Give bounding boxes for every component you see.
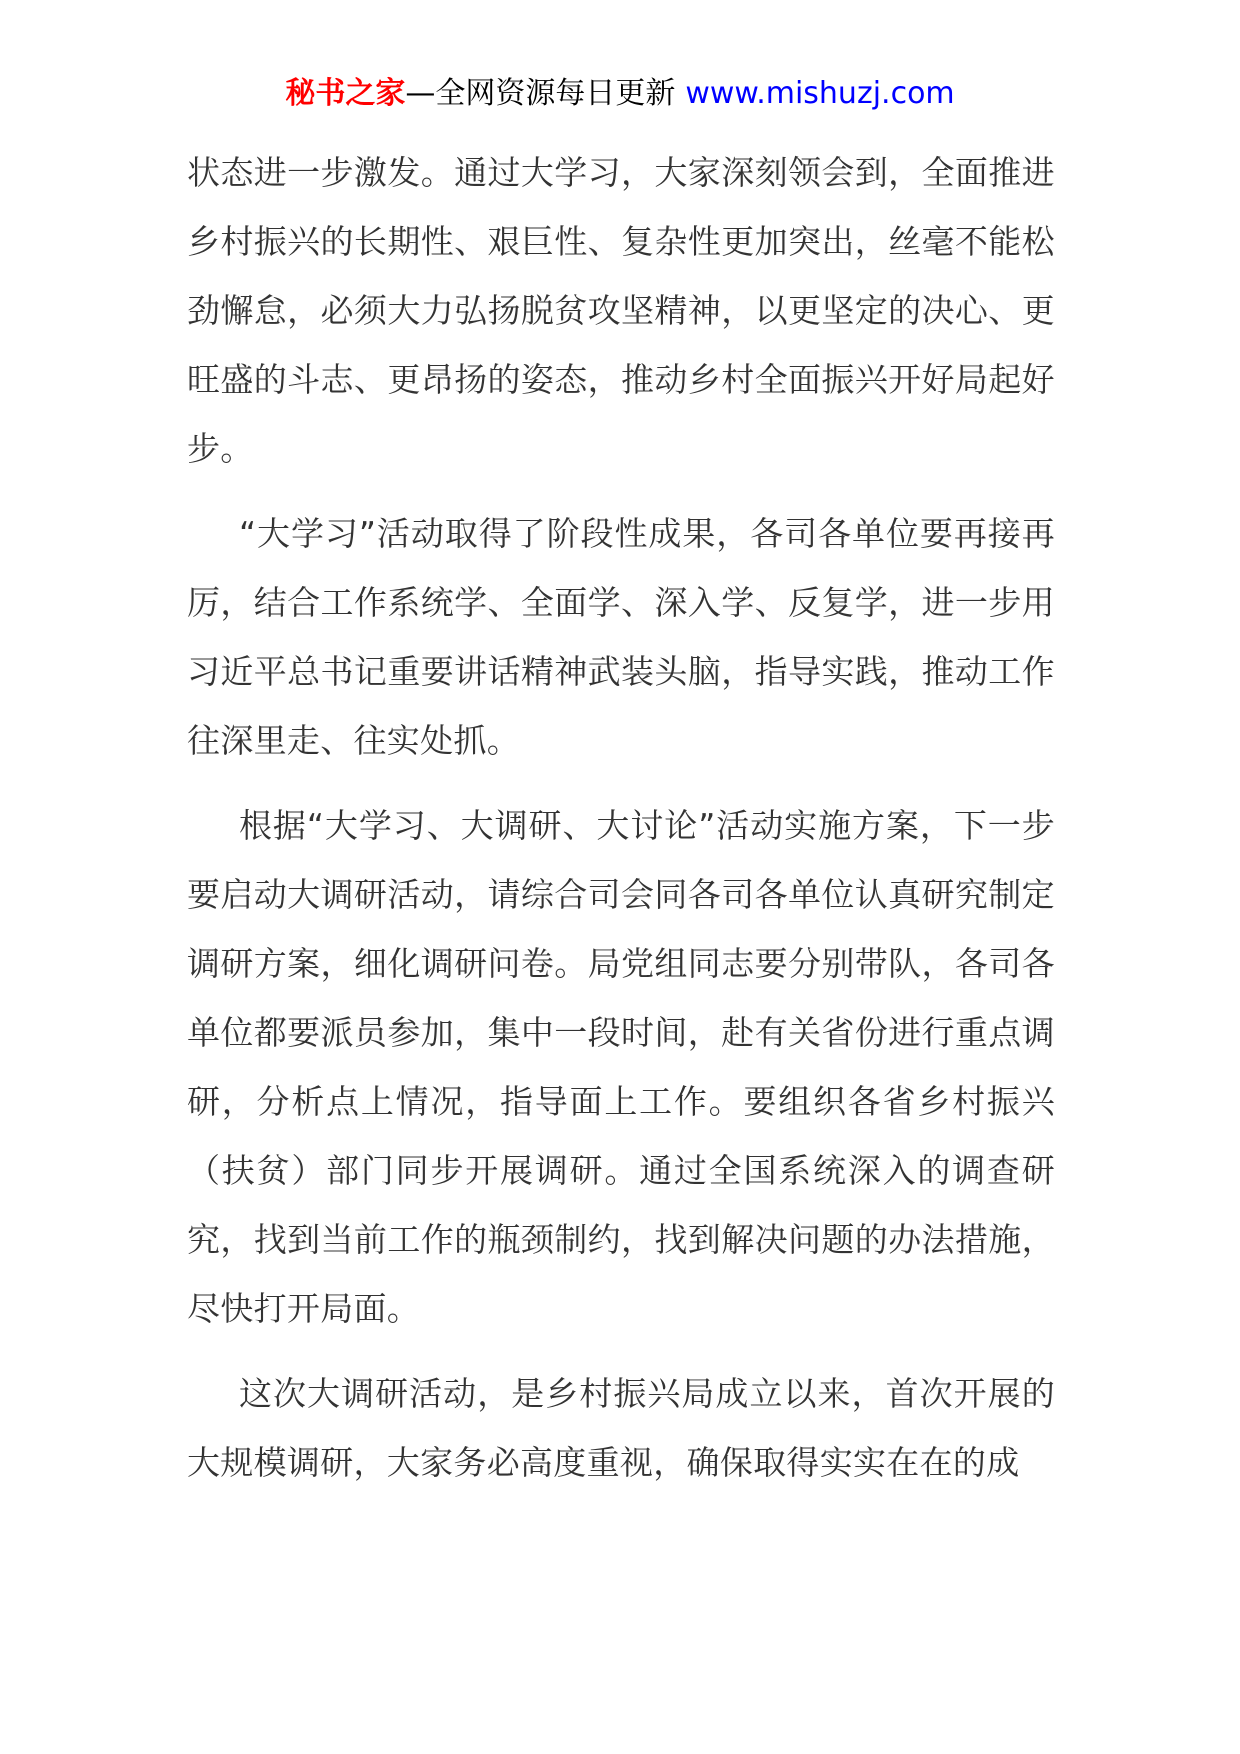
paragraph: 根据“大学习、大调研、大讨论”活动实施方案，下一步要启动大调研活动，请综合司会同各司各单位认真研究制定调研方案，细化调研问卷。局党组同志要分别带队，各司各单位都要派员参加，集中一段时间，赴有关省份进行重点调研，分析点上情况，指导面上工作。要组织各省乡村振兴（扶贫）部门同步开展调研。通过全国系统深入的调查研究，找到当前工作的瓶颈制约，找到解决问题的办法措施，尽快打开局面。 — [187, 806, 1055, 1328]
page-header — [0, 72, 1240, 116]
website-link[interactable]: www.mishuzj.com — [685, 76, 955, 111]
paragraph: “大学习”活动取得了阶段性成果，各司各单位要再接再厉，结合工作系统学、全面学、深入学、反复学，进一步用习近平总书记重要讲话精神武装头脑，指导实践，推动工作往深里走、往实处抓。 — [187, 514, 1055, 760]
header-slogan: —全网资源每日更新 — [405, 76, 676, 111]
brand-name: 秘书之家 — [285, 76, 406, 111]
document-body — [187, 138, 1055, 1513]
paragraph-continuation: 状态进一步激发。通过大学习，大家深刻领会到，全面推进乡村振兴的长期性、艰巨性、复杂性更加突出，丝毫不能松劲懈怠，必须大力弘扬脱贫攻坚精神，以更坚定的决心、更旺盛的斗志、更昂扬的姿态，推动乡村全面振兴开好局起好步。 — [187, 153, 1055, 468]
paragraph: 这次大调研活动，是乡村振兴局成立以来，首次开展的大规模调研，大家务必高度重视，确保取得实实在在的成 — [187, 1374, 1055, 1482]
